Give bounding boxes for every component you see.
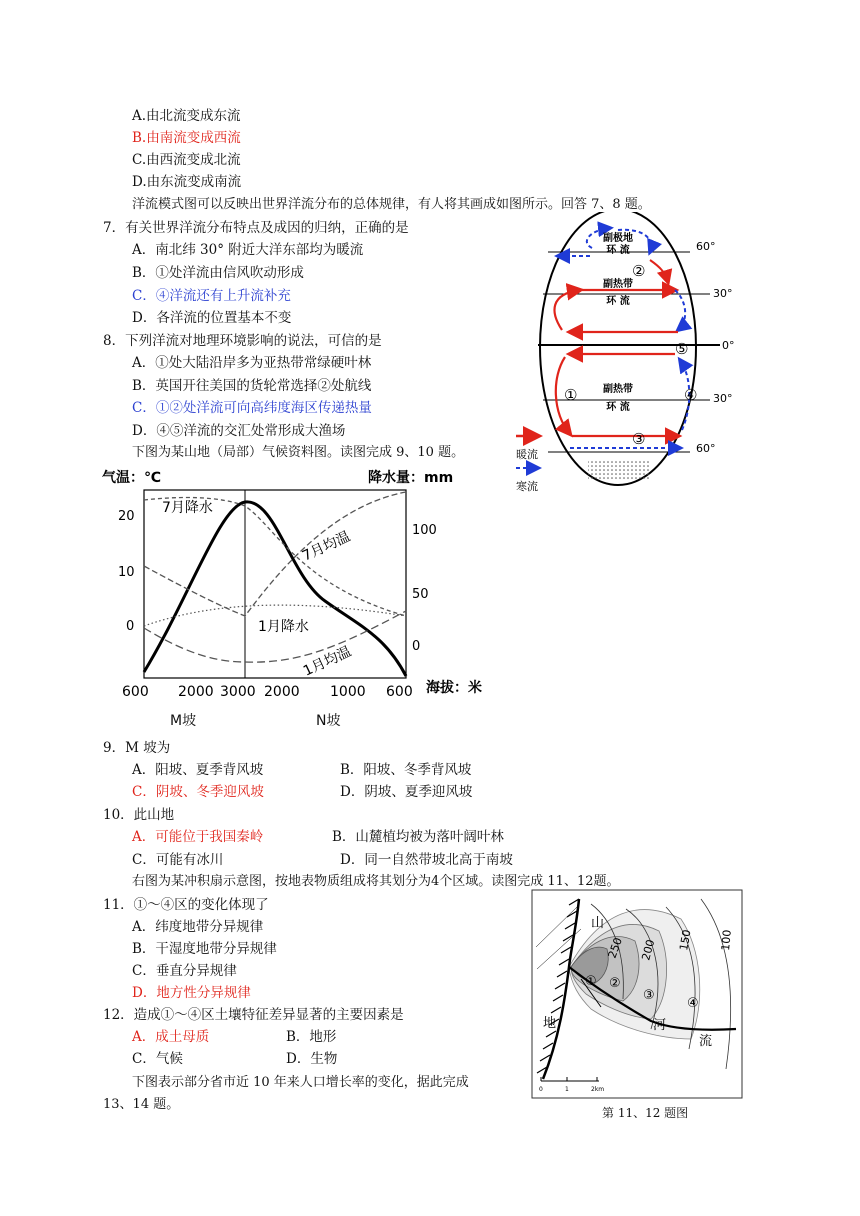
q12-stem: 12．造成①～④区土壤特征差异显著的主要因素是 [103,1007,404,1023]
scale-1: 1 [565,1086,569,1093]
q6-option-b: B.由南流变成西流 [132,130,241,146]
num-5: ⑤ [675,340,689,358]
mountain-label-2: 地 [543,1016,557,1031]
q12-option-b: B．地形 [286,1029,337,1045]
left-tick-10: 10 [118,565,135,580]
x-tick-600-right: 600 [386,684,413,700]
label-subtrop-s2: 环 流 [606,402,630,413]
fan-caption: 第 11、12 题图 [602,1106,689,1120]
scale-2km: 2km [591,1086,605,1093]
lat-60n: 60° [696,240,716,253]
climate-chart [100,466,500,706]
river-label-1: 河 [653,1018,667,1033]
river-label-2: 流 [699,1034,713,1049]
right-tick-50: 50 [412,587,429,602]
q9-stem: 9．M 坡为 [103,740,171,756]
q6-option-d: D.由东流变成南流 [132,174,242,190]
q7-option-d: D．各洋流的位置基本不变 [132,310,292,326]
q12-option-d: D．生物 [286,1051,338,1067]
lat-0: 0° [722,339,735,352]
slope-m-label: M坡 [170,713,197,729]
x-tick-600-left: 600 [122,684,149,700]
q8-option-d: D．④⑤洋流的交汇处常形成大渔场 [132,423,346,439]
right-axis-title: 降水量：mm [368,470,454,486]
label-july-temp: 7月均温 [299,528,353,565]
q8-option-a: A．①处大陆沿岸多为亚热带常绿硬叶林 [132,355,372,371]
left-tick-20: 20 [118,509,135,524]
intro-9-10: 下图为某山地（局部）气候资料图。读图完成 9、10 题。 [132,445,465,460]
contour-250: 250 [605,935,626,961]
zone-1: ① [585,974,597,989]
right-tick-0: 0 [412,639,421,654]
q7-option-a: A．南北纬 30° 附近大洋东部均为暖流 [132,242,364,258]
q8-option-b: B．英国开往美国的货轮常选择②处航线 [132,378,372,394]
zone-4: ④ [687,996,699,1011]
x-tick-2000-left: 2000 [178,684,214,700]
label-polar: 副极地 [603,233,633,244]
q8-option-c: C．①②处洋流可向高纬度海区传递热量 [132,400,372,416]
contour-150: 150 [677,928,694,952]
q7-option-b: B．①处洋流由信风吹动形成 [132,265,304,281]
q11-option-a: A．纬度地带分异规律 [132,919,264,935]
q7-option-c: C．④洋流还有上升流补充 [132,288,291,304]
label-jan-precip: 1月降水 [258,619,309,635]
num-4: ④ [684,386,698,404]
label-polar2: 环 流 [606,245,630,256]
q9-option-c: C．阴坡、冬季迎风坡 [132,784,264,800]
q6-option-a: A.由北流变成东流 [132,108,241,124]
intro-13-14-line2: 13、14 题。 [103,1097,180,1112]
num-1: ① [564,386,578,404]
intro-13-14-line1: 下图表示部分省市近 10 年来人口增长率的变化，据此完成 [132,1075,469,1090]
zone-3: ③ [643,988,655,1003]
slope-n-label: N坡 [316,713,341,729]
q10-option-b: B．山麓植均被为落叶阔叶林 [332,829,504,845]
q11-option-c: C．垂直分异规律 [132,963,237,979]
x-tick-3000: 3000 [220,684,256,700]
q10-stem: 10．此山地 [103,807,175,823]
q9-option-d: D．阴坡、夏季迎风坡 [340,784,473,800]
ocean-current-diagram [510,212,745,497]
label-subtrop-n: 副热带 [603,279,633,290]
q11-option-b: B．干湿度地带分异规律 [132,941,277,957]
intro-7-8: 洋流模式图可以反映出世界洋流分布的总体规律，有人将其画成如图所示。回答 7、8 题。 [132,197,651,212]
curve-july-temp-solid [144,502,406,676]
zone-2: ② [609,976,621,991]
contour-200: 200 [639,938,658,962]
alluvial-fan-map [531,889,743,1099]
right-tick-100: 100 [412,523,437,538]
q11-stem: 11．①～④区的变化体现了 [103,897,269,913]
q9-option-a: A．阳坡、夏季背风坡 [132,762,264,778]
mountain-label-1: 山 [591,916,605,931]
left-tick-0: 0 [126,619,135,634]
q10-option-c: C．可能有冰川 [132,852,224,868]
num-2: ② [632,262,646,280]
label-july-precip: 7月降水 [162,500,213,516]
q10-option-d: D．同一自然带坡北高于南坡 [340,852,513,868]
legend-cold: 寒流 [516,480,538,493]
x-axis-title: 海拔：米 [426,680,482,696]
x-tick-1000: 1000 [330,684,366,700]
q9-option-b: B．阳坡、冬季背风坡 [340,762,472,778]
q12-option-a: A．成土母质 [132,1029,210,1045]
q7-stem: 7．有关世界洋流分布特点及成因的归纳，正确的是 [103,220,409,236]
num-3: ③ [632,430,646,448]
contour-100: 100 [719,929,734,952]
lat-60s: 60° [696,442,716,455]
q6-option-c: C.由西流变成北流 [132,152,241,168]
label-jan-temp: 1月均温 [300,643,354,680]
q11-option-d: D．地方性分异规律 [132,985,251,1001]
lat-30n: 30° [713,287,733,300]
q8-stem: 8．下列洋流对地理环境影响的说法，可信的是 [103,333,382,349]
intro-11-12: 右图为某冲积扇示意图，按地表物质组成将其划分为4个区域。读图完成 11、12题。 [132,874,620,889]
left-axis-title: 气温：℃ [102,470,161,486]
q12-option-c: C．气候 [132,1051,183,1067]
x-tick-2000-right: 2000 [264,684,300,700]
label-subtrop-s: 副热带 [603,384,633,395]
lat-30s: 30° [713,392,733,405]
label-subtrop-n2: 环 流 [606,296,630,307]
q10-option-a: A．可能位于我国秦岭 [132,829,264,845]
scale-0: 0 [539,1086,543,1093]
legend-warm: 暖流 [516,448,538,461]
